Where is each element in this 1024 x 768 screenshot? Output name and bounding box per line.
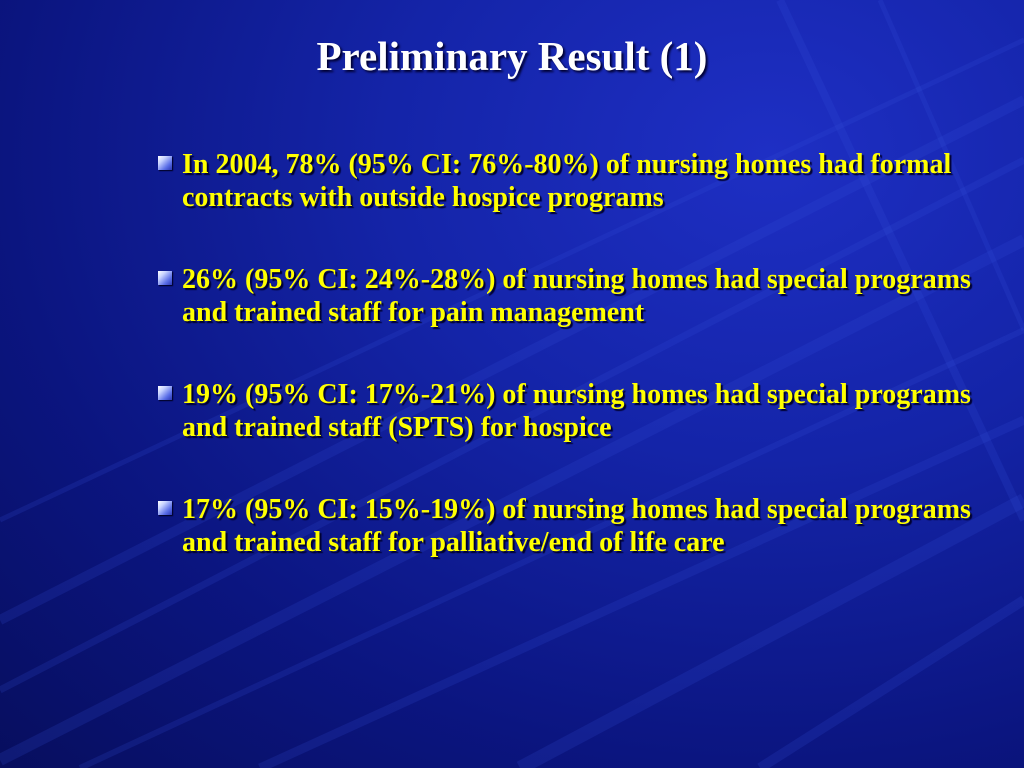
slide-title: Preliminary Result (1) xyxy=(316,33,708,79)
bullet-text: 26% (95% CI: 24%-28%) of nursing homes had special programs and trained staff for pain management xyxy=(182,264,971,328)
bullet-item-1 xyxy=(158,148,978,214)
square-bullet-icon xyxy=(158,156,172,170)
bullet-item-3 xyxy=(158,378,978,444)
square-bullet-icon xyxy=(158,386,172,400)
bullet-list xyxy=(158,148,978,608)
bullet-item-4 xyxy=(158,493,978,559)
bullet-text: 17% (95% CI: 15%-19%) of nursing homes had special programs and trained staff for palliative/end of life care xyxy=(182,494,971,558)
square-bullet-icon xyxy=(158,501,172,515)
bullet-item-2 xyxy=(158,263,978,329)
bullet-text: In 2004, 78% (95% CI: 76%-80%) of nursing homes had formal contracts with outside hospice programs xyxy=(182,149,952,213)
square-bullet-icon xyxy=(158,271,172,285)
bullet-text: 19% (95% CI: 17%-21%) of nursing homes had special programs and trained staff (SPTS) for hospice xyxy=(182,379,971,443)
